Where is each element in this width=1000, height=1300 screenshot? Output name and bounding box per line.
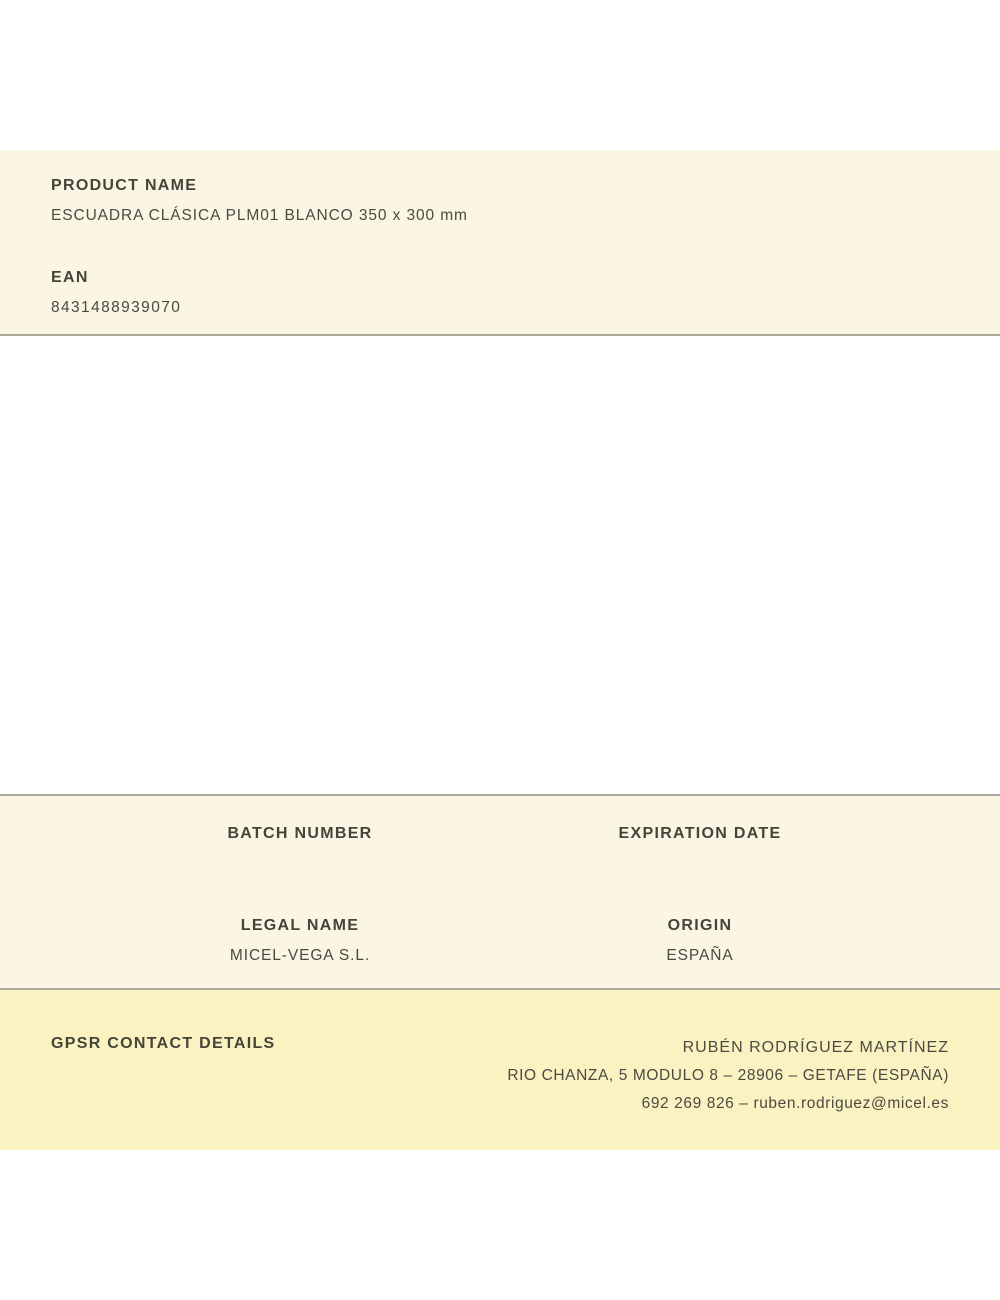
contact-person-name: RUBÉN RODRÍGUEZ MARTÍNEZ xyxy=(682,1039,949,1056)
legal-name-value: MICEL-VEGA S.L. xyxy=(229,947,371,964)
expiration-date-label: EXPIRATION DATE xyxy=(618,825,782,842)
gpsr-contact-lines xyxy=(507,1034,949,1118)
details-left-column xyxy=(100,824,500,966)
ean-field xyxy=(51,268,949,318)
gpsr-contact-label: GPSR CONTACT DETAILS xyxy=(51,1035,276,1052)
details-grid xyxy=(100,824,900,966)
contact-phone-email: 692 269 826 – ruben.rodriguez@micel.es xyxy=(641,1095,949,1112)
gpsr-contact-section xyxy=(0,990,1000,1150)
origin-label: ORIGIN xyxy=(667,917,733,934)
expiration-date-field xyxy=(500,824,900,874)
origin-field xyxy=(500,916,900,966)
legal-name-label: LEGAL NAME xyxy=(240,917,360,934)
details-section xyxy=(0,794,1000,990)
product-name-value: ESCUADRA CLÁSICA PLM01 BLANCO 350 x 300 mm xyxy=(51,207,468,224)
product-name-label: PRODUCT NAME xyxy=(51,177,198,194)
ean-value: 8431488939070 xyxy=(51,299,182,316)
details-right-column xyxy=(500,824,900,966)
origin-value: ESPAÑA xyxy=(666,947,734,964)
product-section xyxy=(0,150,1000,336)
expiration-date-value xyxy=(500,853,900,874)
batch-number-field xyxy=(100,824,500,874)
legal-name-field xyxy=(100,916,500,966)
product-name-field xyxy=(51,176,949,226)
contact-address: RIO CHANZA, 5 MODULO 8 – 28906 – GETAFE (ESPAÑA) xyxy=(507,1067,949,1084)
batch-number-label: BATCH NUMBER xyxy=(227,825,373,842)
ean-label: EAN xyxy=(51,269,89,286)
batch-number-value xyxy=(100,853,500,874)
